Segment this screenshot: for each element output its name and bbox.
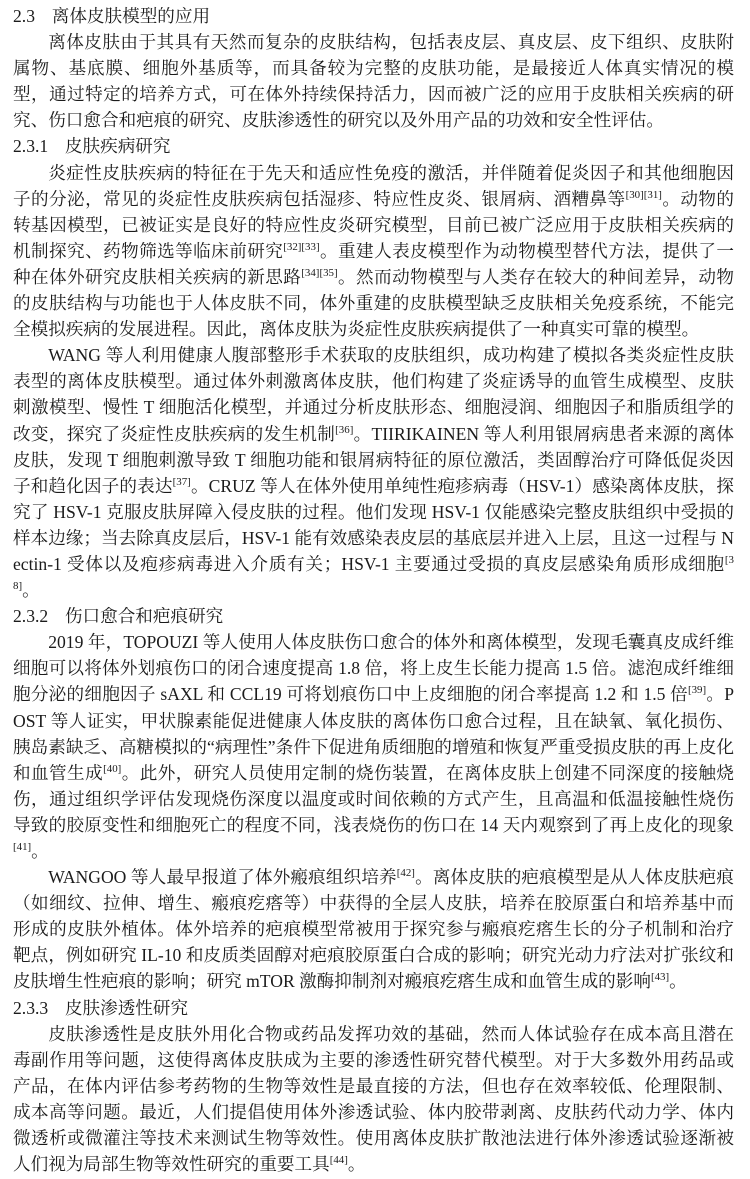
citation-marker: [37] xyxy=(172,475,191,488)
paragraph: WANGOO 等人最早报道了体外瘢痕组织培养[42]。离体皮肤的疤痕模型是从人体皮肤疤痕（如细纹、拉伸、增生、瘢痕疙瘩等）中获得的全层人皮肤，培养在胶原蛋白和培养基中而形成的皮肤外植体。体外培养的疤痕模型常被用于探究参与瘢痕疙瘩生长的分子机制和治疗靶点，例如研究 IL-10 和皮质类固醇对疤痕胶原蛋白合成的影响；研究光动力疗法对扩张纹和皮肤增生性疤痕的影响；研究 mTOR 激酶抑制剂对瘢痕疙瘩生成和血管生成的影响[43]。 xyxy=(13,867,734,992)
section-number: 2.3.1 xyxy=(13,136,49,157)
section-number: 2.3.2 xyxy=(13,606,49,627)
citation-marker: [35] xyxy=(319,267,338,280)
paragraph: WANG 等人利用健康人腹部整形手术获取的皮肤组织，成功构建了模拟各类炎症性皮肤表型的离体皮肤模型。通过体外刺激离体皮肤，他们构建了炎症诱导的血管生成模型、皮肤刺激模型、慢性 T 细胞活化模型，并通过分析皮肤形态、细胞浸润、细胞因子和脂质组学的改变，探究了炎症性皮肤疾病的发生机制[36]。TIIRIKAINEN 等人利用银屑病患者来源的离体皮肤，发现 T 细胞刺激导致 T 细胞功能和银屑病特征的原位激活，类固醇治疗可降低促炎因子和趋化因子的表达[37]。CRUZ 等人在体外使用单纯性疱疹病毒（HSV-1）感染离体皮肤，探究了 HSV-1 克服皮肤屏障入侵皮肤的过程。他们发现 HSV-1 仅能感染完整皮肤组织中受损的样本边缘；当去除真皮层后，HSV-1 能有效感染表皮层的基底层并进入上层，且这一过程与 Nectin-1 受体以及疱疹病毒进入介质有关；HSV-1 主要通过受损的真皮层感染角质形成细胞[38]。 xyxy=(13,345,734,601)
paragraph: 炎症性皮肤疾病的特征在于先天和适应性免疫的激活，并伴随着促炎因子和其他细胞因子的分泌，常见的炎症性皮肤疾病包括湿疹、特应性皮炎、银屑病、酒糟鼻等[30][31]。动物的转基因模型，已被证实是良好的特应性皮炎研究模型，目前已被广泛应用于皮肤相关疾病的机制探究、药物筛选等临床前研究[32][33]。重建人表皮模型作为动物模型替代方法，提供了一种在体外研究皮肤相关疾病的新思路[34][35]。然而动物模型与人类存在较大的种间差异，动物的皮肤结构与功能也于人体皮肤不同，体外重建的皮肤模型缺乏皮肤相关免疫系统，不能完全模拟疾病的发展进程。因此，离体皮肤为炎症性皮肤疾病提供了一种真实可靠的模型。 xyxy=(13,162,734,340)
section-number: 2.3.3 xyxy=(13,997,49,1018)
document-body xyxy=(13,3,734,1177)
citation-marker: [41] xyxy=(13,841,32,854)
citation-marker: [34] xyxy=(301,267,320,280)
citation-marker: [39] xyxy=(687,684,707,697)
citation-marker: [40] xyxy=(103,762,122,775)
citation-marker: [33] xyxy=(301,240,320,253)
paragraph: 2019 年，TOPOUZI 等人使用人体皮肤伤口愈合的体外和离体模型，发现毛囊真皮成纤维细胞可以将体外划痕伤口的闭合速度提高 1.8 倍，将上皮生长能力提高 1.5 倍。滤泡成纤维细胞分泌的细胞因子 sAXL 和 CCL19 可将划痕伤口中上皮细胞的闭合率提高 1.2 和 1.5 倍[39]。POST 等人证实，甲状腺素能促进健康人体皮肤的离体伤口愈合过程，且在缺氧、氧化损伤、胰岛素缺乏、高糖模拟的“病理性”条件下促进角质细胞的增殖和恢复严重受损皮肤的再上皮化和血管生成[40]。此外，研究人员使用定制的烧伤装置，在离体皮肤上创建不同深度的接触烧伤，通过组织学评估发现烧伤深度以温度或时间依赖的方式产生，且高温和低温接触性烧伤导致的胶原变性和细胞死亡的程度不同，浅表烧伤的伤口在 14 天内观察到了再上皮化的现象[41]。 xyxy=(13,632,734,861)
citation-marker: [31] xyxy=(643,188,662,201)
section-heading-2.3 xyxy=(13,3,734,29)
citation-marker: [38] xyxy=(13,554,734,593)
citation-marker: [30] xyxy=(625,188,644,201)
citation-marker: [32] xyxy=(283,240,302,253)
section-heading-2.3.3 xyxy=(13,995,734,1021)
citation-marker: [43] xyxy=(650,971,670,984)
section-title: 离体皮肤模型的应用 xyxy=(51,6,211,26)
section-heading-2.3.1 xyxy=(13,133,734,159)
section-number: 2.3 xyxy=(13,6,35,26)
section-title: 皮肤疾病研究 xyxy=(64,136,171,157)
section-title: 伤口愈合和疤痕研究 xyxy=(64,606,224,627)
section-title: 皮肤渗透性研究 xyxy=(64,997,189,1018)
paragraph: 离体皮肤由于其具有天然而复杂的皮肤结构，包括表皮层、真皮层、皮下组织、皮肤附属物、基底膜、细胞外基质等，而具备较为完整的皮肤功能，是最接近人体真实情况的模型，通过特定的培养方式，可在体外持续保持活力，因而被广泛的应用于皮肤相关疾病的研究、伤口愈合和疤痕的研究、皮肤渗透性的研究以及外用产品的功效和安全性评估。 xyxy=(13,32,734,131)
citation-marker: [44] xyxy=(329,1154,348,1167)
citation-marker: [42] xyxy=(396,867,415,880)
section-heading-2.3.2 xyxy=(13,603,734,629)
citation-marker: [36] xyxy=(335,423,354,436)
paragraph: 皮肤渗透性是皮肤外用化合物或药品发挥功效的基础，然而人体试验存在成本高且潜在毒副作用等问题，这使得离体皮肤成为主要的渗透性研究替代模型。对于大多数外用药品或产品，在体内评估参考药物的生物等效性是最直接的方法，但也存在效率较低、伦理限制、成本高等问题。最近，人们提倡使用体外渗透试验、体内胶带剥离、皮肤药代动力学、体内微透析或微灌注等技术来测试生物等效性。使用离体皮肤扩散池法进行体外渗透试验逐渐被人们视为局部生物等效性研究的重要工具[44]。 xyxy=(13,1023,734,1175)
